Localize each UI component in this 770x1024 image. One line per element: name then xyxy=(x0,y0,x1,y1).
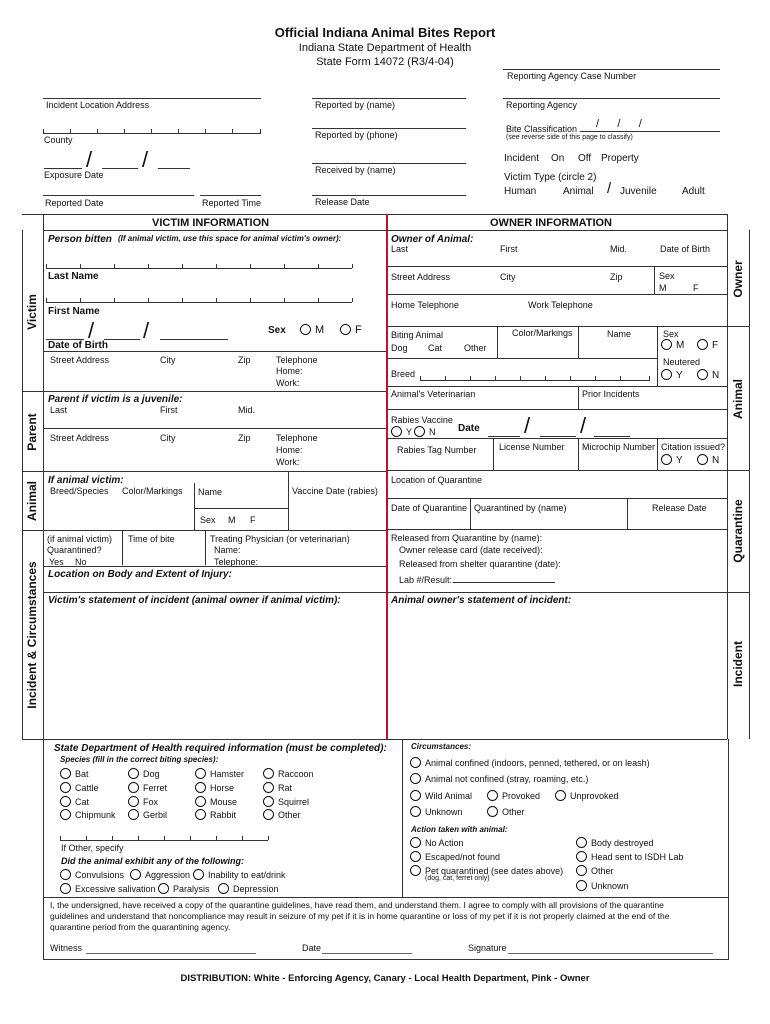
quarantine-release-label: Release Date xyxy=(652,503,707,513)
parent-work-label: Work: xyxy=(276,457,300,467)
bite-classification-note: (see reverse side of this page to classify) xyxy=(506,134,633,141)
owner-sex-f: F xyxy=(693,283,699,293)
species-ferret[interactable]: Ferret xyxy=(128,782,167,793)
received-by-label: Received by (name) xyxy=(315,165,396,175)
exhibit-label: Did the animal exhibit any of the following: xyxy=(61,856,245,866)
species-hamster[interactable]: Hamster xyxy=(195,768,244,779)
owner-city-label: City xyxy=(500,272,516,282)
victim-city-label: City xyxy=(160,355,176,365)
victim-information-header: VICTIM INFORMATION xyxy=(152,217,270,229)
owner-street-label: Street Address xyxy=(391,272,451,282)
neutered-n[interactable]: N xyxy=(697,369,719,382)
circ-other[interactable]: Other xyxy=(487,806,525,817)
species-rabbit[interactable]: Rabbit xyxy=(195,809,236,820)
human-option: Human xyxy=(504,186,537,197)
av-breed-label: Breed/Species xyxy=(50,486,109,496)
parent-last-label: Last xyxy=(50,405,68,415)
lab-result-label: Lab #/Result: xyxy=(399,575,453,585)
owner-first-label: First xyxy=(500,244,518,254)
radio-icon xyxy=(128,809,139,820)
animal-sex-label: Sex xyxy=(663,329,679,339)
animal-sex-m[interactable]: M xyxy=(661,339,684,352)
av-color-label: Color/Markings xyxy=(122,486,183,496)
species-cattle[interactable]: Cattle xyxy=(60,782,99,793)
person-bitten-note: (If animal victim, use this space for animal victim's owner): xyxy=(118,234,342,243)
radio-icon xyxy=(128,782,139,793)
circ-confined[interactable]: Animal confined (indoors, penned, tethered, or on leash) xyxy=(410,757,650,768)
radio-icon xyxy=(410,851,421,862)
symptom-paralysis[interactable]: Paralysis xyxy=(158,883,210,894)
physician-name-label: Name: xyxy=(214,545,241,555)
rabies-vaccine-n[interactable]: N xyxy=(414,426,436,437)
av-sex-m: M xyxy=(228,515,236,525)
species-gerbil[interactable]: Gerbil xyxy=(128,809,167,820)
species-dog[interactable]: Dog xyxy=(128,768,160,779)
radio-icon xyxy=(340,324,351,335)
side-label-animal-left: Animal xyxy=(25,481,39,522)
owner-of-animal-label: Owner of Animal: xyxy=(391,234,474,245)
av-vaccine-label: Vaccine Date (rabies) xyxy=(292,486,378,496)
parent-first-label: First xyxy=(160,405,178,415)
symptom-aggression[interactable]: Aggression xyxy=(130,869,190,880)
action-escaped[interactable]: Escaped/not found xyxy=(410,851,500,862)
time-of-bite-label: Time of bite xyxy=(128,534,175,544)
reported-by-phone-label: Reported by (phone) xyxy=(315,130,398,140)
action-body-destroyed[interactable]: Body destroyed xyxy=(576,837,654,848)
quarantined-label: Quarantined? xyxy=(47,545,102,555)
citation-n[interactable]: N xyxy=(697,454,719,467)
juvenile-option: Juvenile xyxy=(620,186,657,197)
radio-icon xyxy=(128,768,139,779)
date-label: Date xyxy=(302,943,322,953)
quarantined-no: No xyxy=(75,557,87,567)
radio-icon xyxy=(410,790,421,801)
radio-icon xyxy=(576,837,587,848)
neutered-y[interactable]: Y xyxy=(661,369,683,382)
radio-icon xyxy=(60,782,71,793)
owner-work-tel-label: Work Telephone xyxy=(528,300,593,310)
quarantined-by-label: Quarantined by (name) xyxy=(474,503,567,513)
exposure-date-label: Exposure Date xyxy=(44,170,104,180)
av-name-label: Name xyxy=(198,487,223,497)
witness-label: Witness xyxy=(50,943,83,953)
owner-information-header: OWNER INFORMATION xyxy=(490,217,613,229)
radio-icon xyxy=(130,869,141,880)
prior-incidents-label: Prior Incidents xyxy=(582,389,640,399)
action-head-sent[interactable]: Head sent to ISDH Lab xyxy=(576,851,684,862)
statement-line-1: I, the undersigned, have received a copy of the quarantine guidelines, have read them, and understand them. I agree to comply with all provisions of the quarantine xyxy=(50,900,664,910)
quarantined-yes: Yes xyxy=(49,557,64,567)
victim-sex-m[interactable]: M xyxy=(300,324,324,337)
radio-icon xyxy=(661,369,672,380)
side-label-quarantine: Quarantine xyxy=(731,499,745,563)
circ-provoked[interactable]: Provoked xyxy=(487,790,540,801)
radio-icon xyxy=(410,865,421,876)
av-sex-f: F xyxy=(250,515,256,525)
victim-zip-label: Zip xyxy=(238,355,251,365)
side-label-parent: Parent xyxy=(25,413,39,451)
owner-sex-label: Sex xyxy=(659,271,675,281)
form-number: State Form 14072 (R3/4-04) xyxy=(316,56,454,68)
radio-icon xyxy=(697,454,708,465)
radio-icon xyxy=(60,796,71,807)
release-date-label: Release Date xyxy=(315,197,370,207)
victim-work-label: Work: xyxy=(276,378,300,388)
circ-unknown[interactable]: Unknown xyxy=(410,806,463,817)
radio-icon xyxy=(576,880,587,891)
owner-home-tel-label: Home Telephone xyxy=(391,300,459,310)
radio-icon xyxy=(158,883,169,894)
form-title: Official Indiana Animal Bites Report xyxy=(274,25,496,40)
incident-option: Incident xyxy=(504,153,540,164)
radio-icon xyxy=(410,806,421,817)
av-sex-label: Sex xyxy=(200,515,216,525)
pet-quarantined-note: (dog, cat, ferret only) xyxy=(425,875,490,882)
biting-cat: Cat xyxy=(428,343,443,353)
radio-icon xyxy=(195,809,206,820)
parent-title: Parent if victim is a juvenile: xyxy=(48,394,183,405)
victim-statement-label: Victim's statement of incident (animal owner if animal victim): xyxy=(48,595,341,606)
on-option: On xyxy=(551,153,565,164)
owner-release-card-label: Owner release card (date received): xyxy=(399,545,543,555)
animal-name-label: Name xyxy=(607,329,632,339)
side-label-animal-right: Animal xyxy=(731,379,745,420)
symptom-depression[interactable]: Depression xyxy=(218,883,279,894)
radio-icon xyxy=(263,809,274,820)
action-none[interactable]: No Action xyxy=(410,837,464,848)
species-cat[interactable]: Cat xyxy=(60,796,89,807)
physician-label: Treating Physician (or veterinarian) xyxy=(210,534,350,544)
action-unknown[interactable]: Unknown xyxy=(576,880,629,891)
animal-sex-f[interactable]: F xyxy=(697,339,718,352)
adult-option: Adult xyxy=(682,186,705,197)
owner-zip-label: Zip xyxy=(610,272,623,282)
owner-mid-label: Mid. xyxy=(610,244,628,254)
biting-animal-label: Biting Animal xyxy=(391,330,444,340)
victim-street-label: Street Address xyxy=(50,355,110,365)
last-name-label: Last Name xyxy=(48,271,99,282)
radio-icon xyxy=(195,796,206,807)
radio-icon xyxy=(195,768,206,779)
radio-icon xyxy=(697,339,708,350)
breed-label: Breed xyxy=(391,369,416,379)
department-name: Indiana State Department of Health xyxy=(298,42,472,54)
radio-icon xyxy=(300,324,311,335)
county-label: County xyxy=(44,135,73,145)
quarantined-note: (if animal victim) xyxy=(47,534,113,544)
rabies-tag-label: Rabies Tag Number xyxy=(397,445,477,455)
parent-telephone-label: Telephone xyxy=(276,433,318,443)
owner-last-label: Last xyxy=(391,244,409,254)
side-label-owner: Owner xyxy=(731,260,745,298)
circ-wild[interactable]: Wild Animal xyxy=(410,790,472,801)
first-name-label: First Name xyxy=(48,306,100,317)
radio-icon xyxy=(410,837,421,848)
dob-label: Date of Birth xyxy=(48,340,108,351)
symptom-salivation[interactable]: Excessive salivation xyxy=(60,883,156,894)
radio-icon xyxy=(661,339,672,350)
side-label-incident-circumstances: Incident & Circumstances xyxy=(25,561,39,709)
action-other[interactable]: Other xyxy=(576,865,614,876)
parent-city-label: City xyxy=(160,433,176,443)
species-mouse[interactable]: Mouse xyxy=(195,796,237,807)
radio-icon xyxy=(414,426,425,437)
state-required-label: State Department of Health required information (must be completed): xyxy=(54,743,387,754)
circ-unprovoked[interactable]: Unprovoked xyxy=(555,790,619,801)
parent-zip-label: Zip xyxy=(238,433,251,443)
victim-sex-label: Sex xyxy=(268,325,286,336)
species-fox[interactable]: Fox xyxy=(128,796,158,807)
quarantine-location-label: Location of Quarantine xyxy=(391,475,483,485)
radio-icon xyxy=(661,454,672,465)
animal-color-label: Color/Markings xyxy=(512,328,573,338)
reporting-agency-label: Reporting Agency xyxy=(506,100,578,110)
neutered-label: Neutered xyxy=(663,357,701,367)
location-injury-label: Location on Body and Extent of Injury: xyxy=(48,569,232,580)
physician-tel-label: Telephone: xyxy=(214,557,259,567)
radio-icon xyxy=(576,851,587,862)
radio-icon xyxy=(391,426,402,437)
victim-type-label: Victim Type (circle 2) xyxy=(504,172,597,183)
radio-icon xyxy=(487,790,498,801)
radio-icon xyxy=(60,809,71,820)
owner-statement-label: Animal owner's statement of incident: xyxy=(391,595,572,606)
biting-other: Other xyxy=(464,343,487,353)
radio-icon xyxy=(487,806,498,817)
microchip-label: Microchip Number xyxy=(582,442,656,452)
owner-sex-m: M xyxy=(659,283,667,293)
side-label-victim: Victim xyxy=(25,294,39,330)
radio-icon xyxy=(263,796,274,807)
released-by-label: Released from Quarantine by (name): xyxy=(391,533,543,543)
species-raccoon[interactable]: Raccoon xyxy=(263,768,314,779)
vaccine-date-label: Date xyxy=(458,423,480,434)
radio-icon xyxy=(576,865,587,876)
statement-line-3: quarantine period from the quarantining agency. xyxy=(50,922,231,932)
species-bat[interactable]: Bat xyxy=(60,768,89,779)
radio-icon xyxy=(263,782,274,793)
circ-not-confined[interactable]: Animal not confined (stray, roaming, etc.) xyxy=(410,773,588,784)
victim-telephone-label: Telephone xyxy=(276,355,318,365)
distribution-line: DISTRIBUTION: White - Enforcing Agency, Canary - Local Health Department, Pink - Owner xyxy=(180,973,590,984)
radio-icon xyxy=(263,768,274,779)
radio-icon xyxy=(60,768,71,779)
rabies-vaccine-y[interactable]: Y xyxy=(391,426,412,437)
circumstances-title: Circumstances: xyxy=(411,742,472,751)
radio-icon xyxy=(410,773,421,784)
animal-victim-title: If animal victim: xyxy=(48,475,124,486)
statement-line-2: guidelines and understand that noncompliance may result in seizure of my pet if it is in home quarantine or loss of my pet if it is not properly claimed at the end of the xyxy=(50,911,670,921)
species-title: Species (fill in the correct biting species): xyxy=(60,755,219,764)
owner-dob-label: Date of Birth xyxy=(660,244,711,254)
off-option: Off xyxy=(578,153,592,164)
reported-date-label: Reported Date xyxy=(45,198,104,208)
parent-mid-label: Mid. xyxy=(238,405,256,415)
rabies-vaccine-label: Rabies Vaccine xyxy=(391,415,453,425)
species-other[interactable]: Other xyxy=(263,809,301,820)
species-rat[interactable]: Rat xyxy=(263,782,292,793)
parent-home-label: Home: xyxy=(276,445,303,455)
radio-icon xyxy=(410,757,421,768)
signature-label: Signature xyxy=(468,943,507,953)
action-title: Action taken with animal: xyxy=(411,825,508,834)
vet-label: Animal's Veterinarian xyxy=(391,389,476,399)
incident-location-label: Incident Location Address xyxy=(46,100,150,110)
species-horse[interactable]: Horse xyxy=(195,782,234,793)
radio-icon xyxy=(193,869,204,880)
symptom-inability-eat[interactable]: Inability to eat/drink xyxy=(193,869,286,880)
symptom-convulsions[interactable]: Convulsions xyxy=(60,869,124,880)
action-pet-quarantined[interactable]: Pet quarantined (see dates above) xyxy=(410,865,563,876)
citation-label: Citation issued? xyxy=(661,442,726,452)
shelter-release-label: Released from shelter quarantine (date): xyxy=(399,559,561,569)
radio-icon xyxy=(697,369,708,380)
reported-by-name-label: Reported by (name) xyxy=(315,100,396,110)
case-number-label: Reporting Agency Case Number xyxy=(507,71,637,81)
biting-dog: Dog xyxy=(391,343,408,353)
reported-time-label: Reported Time xyxy=(202,198,262,208)
species-chipmunk[interactable]: Chipmunk xyxy=(60,809,116,820)
animal-option: Animal xyxy=(563,186,594,197)
radio-icon xyxy=(60,869,71,880)
side-label-incident: Incident xyxy=(731,641,745,688)
license-number-label: License Number xyxy=(499,442,565,452)
radio-icon xyxy=(555,790,566,801)
radio-icon xyxy=(60,883,71,894)
person-bitten-label: Person bitten xyxy=(48,234,112,245)
radio-icon xyxy=(195,782,206,793)
parent-street-label: Street Address xyxy=(50,433,110,443)
species-squirrel[interactable]: Squirrel xyxy=(263,796,309,807)
property-option: Property xyxy=(601,153,639,164)
radio-icon xyxy=(218,883,229,894)
radio-icon xyxy=(128,796,139,807)
citation-y[interactable]: Y xyxy=(661,454,683,467)
bite-classification-label: Bite Classification xyxy=(506,124,578,134)
quarantine-date-label: Date of Quarantine xyxy=(391,503,468,513)
if-other-specify-label: If Other, specify xyxy=(61,843,124,853)
victim-home-label: Home: xyxy=(276,366,303,376)
victim-sex-f[interactable]: F xyxy=(340,324,362,337)
